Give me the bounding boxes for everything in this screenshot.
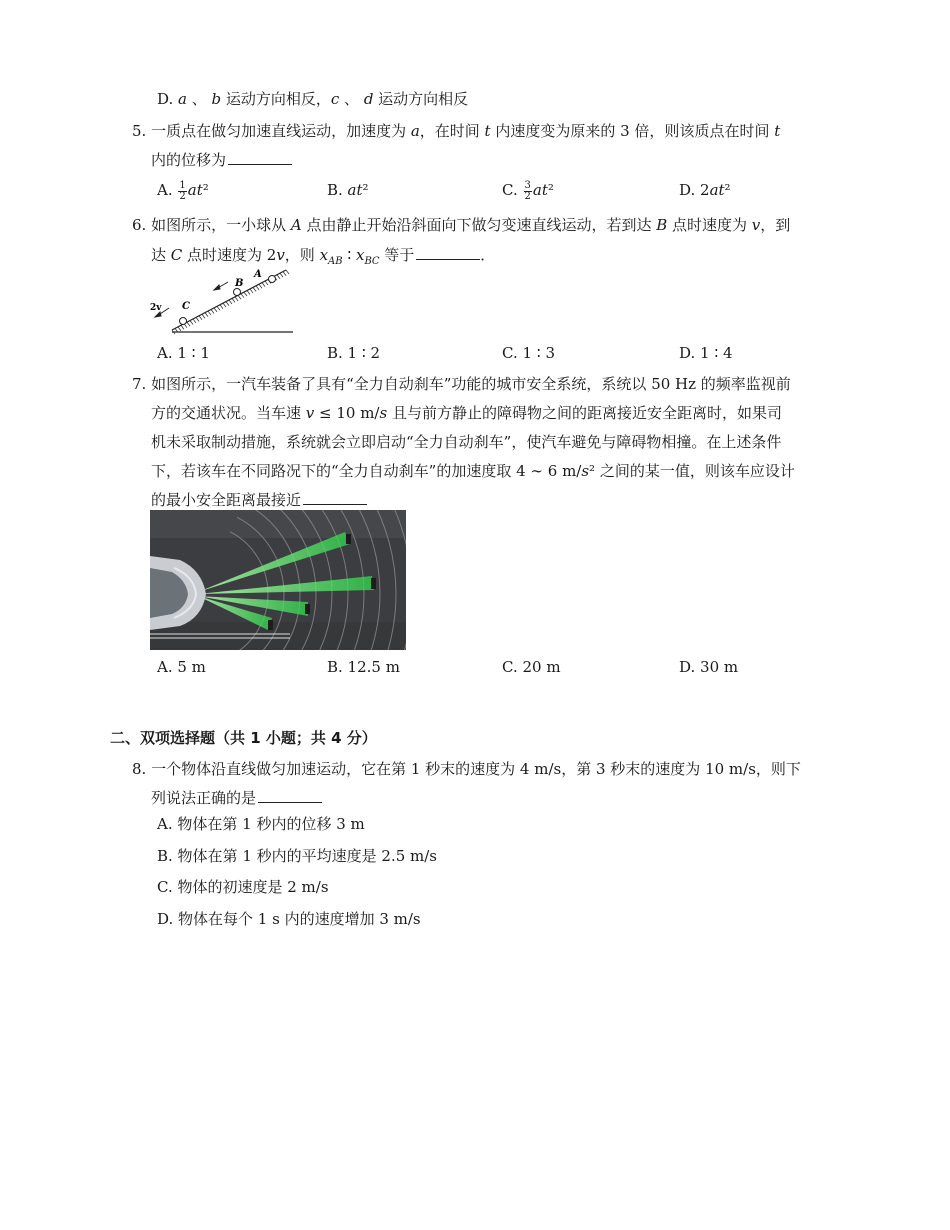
ball-c (180, 318, 187, 325)
q8-option-c[interactable]: C. 物体的初速度是 2 m/s (157, 878, 329, 896)
q7-option-c[interactable]: C. 20 m (502, 658, 561, 676)
q6-option-b[interactable]: B. 1 ∶ 2 (327, 344, 381, 362)
q7-option-a[interactable]: A. 5 m (157, 658, 206, 676)
q8-option-b[interactable]: B. 物体在第 1 秒内的平均速度是 2.5 m/s (157, 847, 438, 865)
q5-option-a[interactable]: A. $\frac{1}{2}$ 𝑎𝑡² (157, 179, 209, 202)
fraction-one-half: $\frac{1}{2}$ (179, 179, 186, 202)
q6-option-d[interactable]: D. 1 ∶ 4 (679, 344, 733, 362)
label-a: A (254, 269, 262, 280)
q4-option-d: D. 𝑎 、 𝑏 运动方向相反，𝑐 、 𝑑 运动方向相反 (157, 90, 469, 108)
q8-option-d[interactable]: D. 物体在每个 1 s 内的速度增加 3 m/s (157, 910, 421, 928)
q7-option-d[interactable]: D. 30 m (679, 658, 739, 676)
q7-stem-line3: 机未采取制动措施，系统就会立即启动“全力自动刹车”，使汽车避免与障碍物相撞。在上述条件 (151, 433, 782, 451)
car-radar-photo (150, 510, 406, 650)
q5-option-b[interactable]: B. 𝑎𝑡² (327, 181, 369, 199)
q6-stem-line2: 达 𝐶 点时速度为 2𝑣，则 𝑥$_{𝐴𝐵}$ ∶ 𝑥$_{𝐵𝐶}$ 等于 ． (151, 246, 496, 267)
q8-stem-line1: 8. 一个物体沿直线做匀加速运动，它在第 1 秒末的速度为 4 m/s，第 3 秒末的速度为 10 m/s，则下 (132, 760, 801, 778)
q6-stem-line1: 6. 如图所示，一小球从 𝐴 点由静止开始沿斜面向下做匀变速直线运动，若到达 𝐵 点时速度为 𝑣，到 (132, 216, 791, 234)
q8-stem-line2: 列说法正确的是 (151, 788, 322, 808)
q7-stem-line5: 的最小安全距离最接近 (151, 490, 367, 510)
label-c: C (182, 301, 190, 312)
q6-answer-blank[interactable] (416, 245, 480, 260)
q7-stem-line1: 7. 如图所示，一汽车装备了具有“全力自动刹车”功能的城市安全系统，系统以 50 Hz 的频率监视前 (132, 375, 791, 393)
label-b: B (235, 278, 244, 289)
q7-stem-line2: 方的交通状况。当车速 𝑣 ≤ 10 m/𝑠 且与前方静止的障碍物之间的距离接近安全距离时，如果司 (151, 404, 782, 422)
q5-stem-text: 内的位移为 (151, 151, 227, 169)
q7-answer-blank[interactable] (303, 490, 367, 505)
q7-option-b[interactable]: B. 12.5 m (327, 658, 400, 676)
q5-answer-blank[interactable] (228, 150, 292, 165)
fraction-three-halves: $\frac{3}{2}$ (524, 179, 531, 202)
q8-option-a[interactable]: A. 物体在第 1 秒内的位移 3 m (157, 815, 365, 833)
q6-option-a[interactable]: A. 1 ∶ 1 (157, 344, 210, 362)
incline-diagram (148, 264, 298, 339)
ball-b (234, 289, 241, 296)
q5-option-d[interactable]: D. 2𝑎𝑡² (679, 181, 731, 199)
ball-a (269, 276, 276, 283)
velocity-arrow-b (214, 282, 228, 290)
label-2v: 2v (150, 303, 162, 313)
q5-option-c[interactable]: C. $\frac{3}{2}$ 𝑎𝑡² (502, 179, 554, 202)
q5-stem-line1: 5. 一质点在做匀加速直线运动，加速度为 𝑎，在时间 𝑡 内速度变为原来的 3 倍，则该质点在时间 𝑡 (132, 122, 781, 140)
q5-stem-line2 (151, 150, 292, 170)
q6-option-c[interactable]: C. 1 ∶ 3 (502, 344, 556, 362)
section-heading-2: 二、双项选择题（共 1 小题；共 4 分） (110, 729, 377, 747)
q7-stem-line4: 下，若该车在不同路况下的“全力自动刹车”的加速度取 4 ∼ 6 m/𝑠² 之间的某一值，则该车应设计 (151, 462, 795, 480)
q8-answer-blank[interactable] (258, 788, 322, 803)
